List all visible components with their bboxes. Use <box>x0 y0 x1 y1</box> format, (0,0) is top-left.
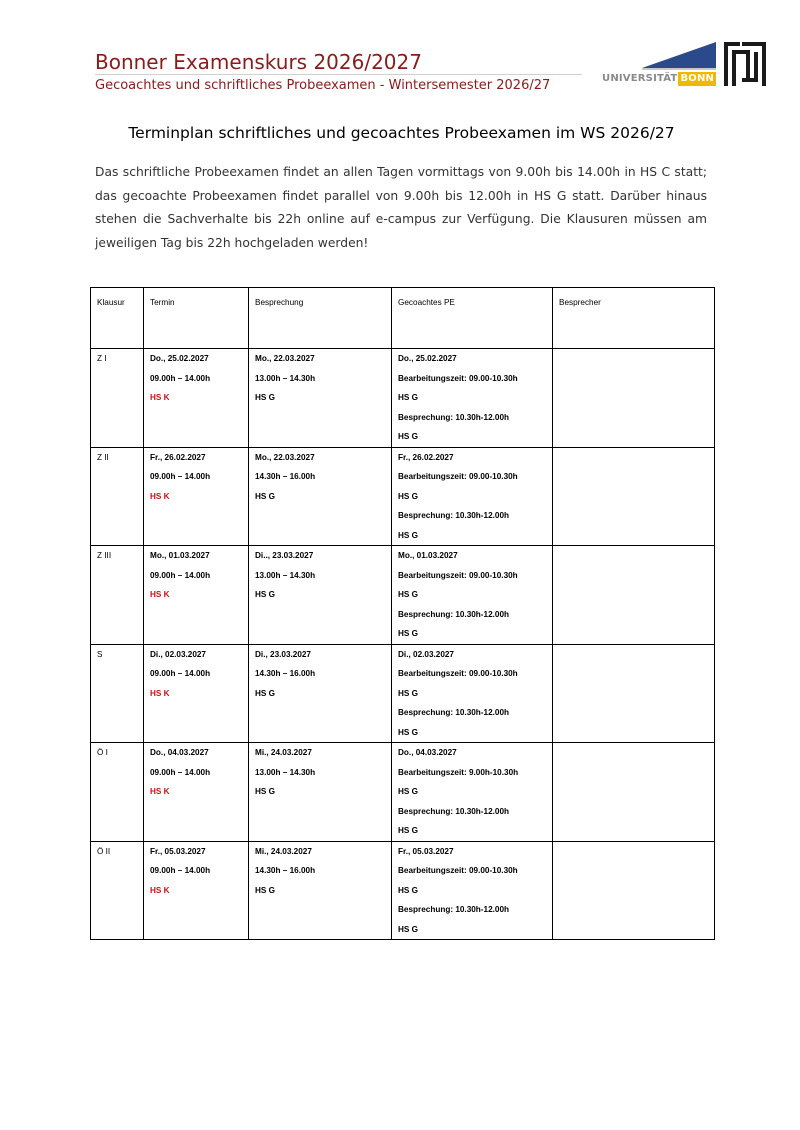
table-row <box>91 546 715 645</box>
header-klausur: Klausur <box>91 288 144 349</box>
header-termin: Termin <box>144 288 249 349</box>
termin-line: HS K <box>150 491 170 501</box>
cell-klausur <box>91 546 144 645</box>
gecoacht-line: HS G <box>398 924 419 934</box>
header-besprecher: Besprecher <box>553 288 715 349</box>
gecoacht-line: Besprechung: 10.30h-12.00h <box>398 511 510 520</box>
cell-besprecher <box>553 743 715 842</box>
gecoacht-line: Do., 25.02.2027 <box>398 354 457 363</box>
termin-line: Mo., 01.03.2027 <box>150 551 210 560</box>
besprechung-line: HS G <box>255 688 276 698</box>
cell-gecoachtes-pe <box>392 349 553 448</box>
cell-gecoachtes-pe <box>392 546 553 645</box>
table-row <box>91 743 715 842</box>
header-gecoachtes-pe: Gecoachtes PE <box>392 288 553 349</box>
cell-besprechung <box>249 644 392 743</box>
header-title: Bonner Examenskurs 2026/2027 <box>95 50 422 74</box>
table-row <box>91 644 715 743</box>
cell-klausur <box>91 644 144 743</box>
termin-line: Fr., 05.03.2027 <box>150 846 206 856</box>
cell-besprechung <box>249 546 392 645</box>
besprechung-line: 13.00h – 14.30h <box>255 767 316 777</box>
gecoacht-line: HS G <box>398 787 419 796</box>
cell-klausur <box>91 349 144 448</box>
cell-klausur <box>91 447 144 546</box>
besprechung-line: HS G <box>255 491 276 501</box>
termin-line: Do., 04.03.2027 <box>150 748 209 757</box>
logo-text-bonn: BONN <box>680 73 715 84</box>
cell-gecoachtes-pe <box>392 743 553 842</box>
gecoacht-line: HS G <box>398 727 419 737</box>
termin-line: 09.00h – 14.00h <box>150 669 211 678</box>
cell-gecoachtes-pe <box>392 841 553 940</box>
termin-line: 09.00h – 14.00h <box>150 373 211 383</box>
intro-paragraph: Das schriftliche Probeexamen findet an allen Tagen vormittags von 9.00h bis 14.00h in HS C statt; das gecoachte Probeexamen findet parallel von 9.00h bis 12.00h in HS G statt. Darüber hinaus stehen die Sachverhalte bis 22h online auf e-campus zur Verfügung. Die Klausuren müssen am jeweiligen Tag bis 22h hochgeladen werden! <box>95 165 707 250</box>
klausur-label: Ö II <box>97 846 111 856</box>
cell-besprechung <box>249 841 392 940</box>
cell-besprecher <box>553 644 715 743</box>
table-row <box>91 447 715 546</box>
besprechung-line: 14.30h – 16.00h <box>255 669 316 678</box>
besprechung-line: 13.00h – 14.30h <box>255 373 316 383</box>
besprechung-line: Di.., 23.03.2027 <box>255 551 314 560</box>
besprechung-line: HS G <box>255 590 276 599</box>
gecoacht-line: HS G <box>398 885 419 895</box>
besprechung-line: HS G <box>255 885 276 895</box>
cell-termin <box>144 841 249 940</box>
header-divider <box>95 74 582 75</box>
cell-gecoachtes-pe <box>392 644 553 743</box>
cell-besprechung <box>249 447 392 546</box>
exam-schedule-table <box>90 287 715 940</box>
gecoacht-line: HS G <box>398 491 419 501</box>
university-logo-text <box>602 72 716 86</box>
termin-line: 09.00h – 14.00h <box>150 866 211 875</box>
gecoacht-line: Fr., 05.03.2027 <box>398 846 454 856</box>
gecoacht-line: Mo., 01.03.2027 <box>398 551 458 560</box>
cell-klausur <box>91 743 144 842</box>
termin-line: HS K <box>150 590 170 599</box>
termin-line: HS K <box>150 787 170 796</box>
header-besprechung: Besprechung <box>249 288 392 349</box>
termin-line: HS K <box>150 885 170 895</box>
termin-line: Do., 25.02.2027 <box>150 354 209 363</box>
cell-gecoachtes-pe <box>392 447 553 546</box>
gecoacht-line: Besprechung: 10.30h-12.00h <box>398 708 510 717</box>
table-row <box>91 349 715 448</box>
gecoacht-line: Bearbeitungszeit: 09.00-10.30h <box>398 570 518 580</box>
gecoacht-line: Do., 04.03.2027 <box>398 748 457 757</box>
cell-termin <box>144 743 249 842</box>
besprechung-line: HS G <box>255 393 276 402</box>
besprechung-line: 13.00h – 14.30h <box>255 570 316 580</box>
gecoacht-line: HS G <box>398 530 419 540</box>
gecoacht-line: Besprechung: 10.30h-12.00h <box>398 905 510 914</box>
besprechung-line: Mi., 24.03.2027 <box>255 748 312 757</box>
termin-line: Di., 02.03.2027 <box>150 649 206 659</box>
klausur-label: Z II <box>97 452 109 462</box>
cell-besprecher <box>553 349 715 448</box>
table-row <box>91 841 715 940</box>
klausur-label: S <box>97 649 103 659</box>
cell-besprecher <box>553 546 715 645</box>
termin-line: 09.00h – 14.00h <box>150 472 211 481</box>
gecoacht-line: HS G <box>398 393 419 402</box>
cell-besprecher <box>553 447 715 546</box>
termin-line: Fr., 26.02.2027 <box>150 452 206 462</box>
gecoacht-line: Fr., 26.02.2027 <box>398 452 454 462</box>
header-subtitle: Gecoachtes und schriftliches Probeexamen - Wintersemester 2026/27 <box>95 78 551 93</box>
cell-besprechung <box>249 743 392 842</box>
besprechung-line: Di., 23.03.2027 <box>255 649 311 659</box>
gecoacht-line: Bearbeitungszeit: 9.00h-10.30h <box>398 767 519 777</box>
besprechung-line: HS G <box>255 787 276 796</box>
klausur-label: Z III <box>97 551 112 560</box>
klausur-label: Ö I <box>97 748 108 757</box>
gecoacht-line: Besprechung: 10.30h-12.00h <box>398 806 510 816</box>
gecoacht-line: Besprechung: 10.30h-12.00h <box>398 609 510 619</box>
gecoacht-line: Bearbeitungszeit: 09.00-10.30h <box>398 669 518 678</box>
cell-termin <box>144 644 249 743</box>
besprechung-line: 14.30h – 16.00h <box>255 866 316 875</box>
gecoacht-line: HS G <box>398 826 419 835</box>
gecoacht-line: Di., 02.03.2027 <box>398 649 454 659</box>
termin-line: 09.00h – 14.00h <box>150 767 211 777</box>
cell-termin <box>144 447 249 546</box>
cell-klausur <box>91 841 144 940</box>
logo-text-universitaet: UNIVERSITÄT <box>602 73 678 84</box>
gecoacht-line: HS G <box>398 629 419 638</box>
besprechung-line: 14.30h – 16.00h <box>255 472 316 481</box>
gecoacht-line: HS G <box>398 590 419 599</box>
gecoacht-line: HS G <box>398 432 419 441</box>
besprechung-line: Mi., 24.03.2027 <box>255 846 312 856</box>
gecoacht-line: Bearbeitungszeit: 09.00-10.30h <box>398 472 518 481</box>
besprechung-line: Mo., 22.03.2027 <box>255 354 315 363</box>
document-title: Terminplan schriftliches und gecoachtes Probeexamen im WS 2026/27 <box>128 124 675 142</box>
gecoacht-line: Bearbeitungszeit: 09.00-10.30h <box>398 866 518 875</box>
cell-besprecher <box>553 841 715 940</box>
termin-line: 09.00h – 14.00h <box>150 570 211 580</box>
cell-termin <box>144 546 249 645</box>
cell-termin <box>144 349 249 448</box>
termin-line: HS K <box>150 688 170 698</box>
besprechung-line: Mo., 22.03.2027 <box>255 452 315 462</box>
termin-line: HS K <box>150 393 170 402</box>
table-header-row <box>91 288 715 349</box>
cell-besprechung <box>249 349 392 448</box>
gecoacht-line: Besprechung: 10.30h-12.00h <box>398 412 510 422</box>
gecoacht-line: Bearbeitungszeit: 09.00-10.30h <box>398 373 518 383</box>
klausur-label: Z I <box>97 354 107 363</box>
gecoacht-line: HS G <box>398 688 419 698</box>
